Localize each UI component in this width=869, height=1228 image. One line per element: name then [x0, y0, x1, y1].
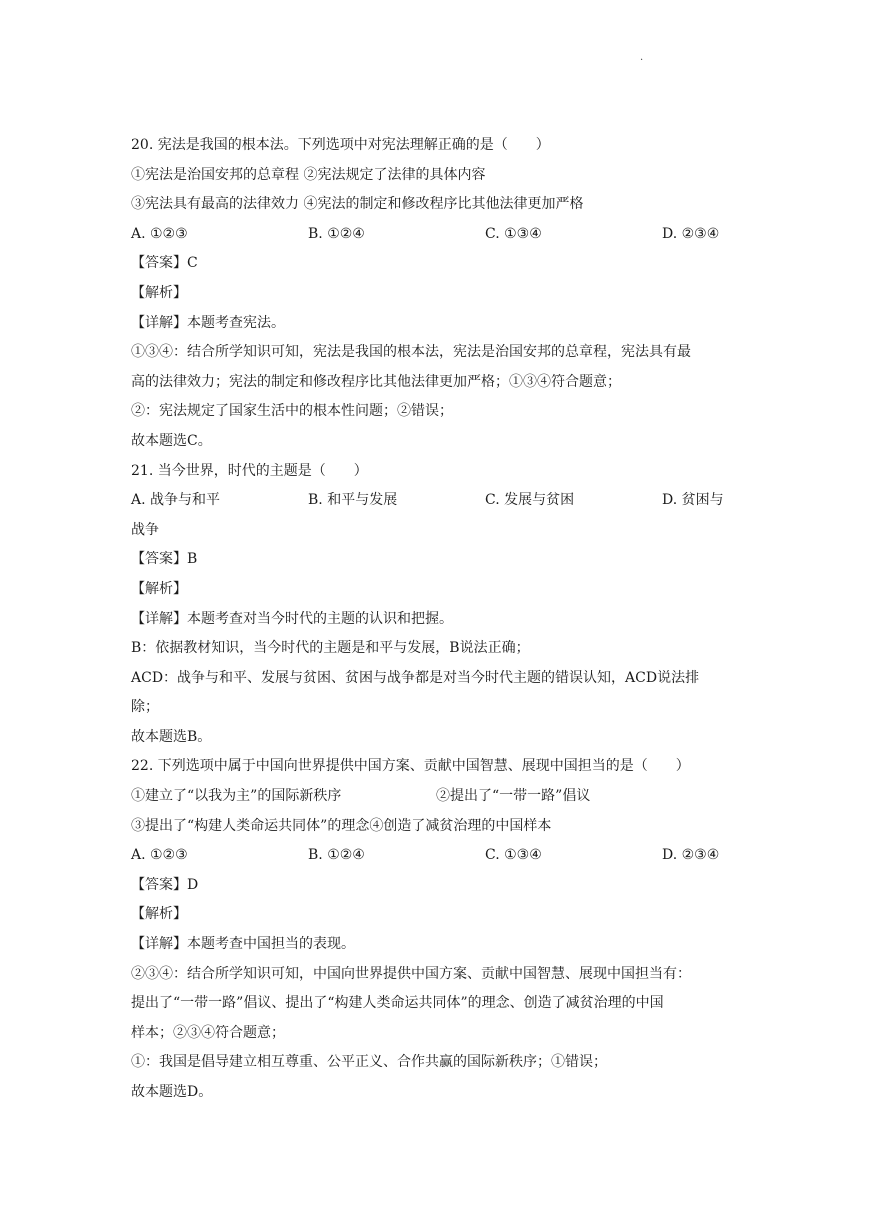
q20-detail: 【详解】本题考查宪法。	[131, 314, 285, 331]
q22-stem: 22. 下列选项中属于中国向世界提供中国方案、贡献中国智慧、展现中国担当的是（ ）	[131, 758, 690, 775]
q22-option-d: D. ②③④	[662, 847, 720, 864]
q20-option-d: D. ②③④	[662, 225, 720, 242]
q21-option-d-wrap: 战争	[131, 521, 159, 538]
page-content	[131, 131, 741, 1108]
q22-detail: 【详解】本题考查中国担当的表现。	[131, 936, 355, 953]
q20-analysis-heading: 【解析】	[131, 284, 187, 301]
q21-explanation-3: 除；	[131, 699, 159, 716]
header-mark: .	[640, 52, 644, 63]
q22-options	[131, 841, 741, 871]
q22-conclusion: 故本题选D。	[131, 1084, 213, 1100]
q20-explanation-2: 高的法律效力；宪法的制定和修改程序比其他法律更加严格；①③④符合题意；	[131, 373, 621, 390]
q20-options	[131, 220, 741, 250]
q21-options	[131, 486, 741, 516]
q22-explanation-3: 样本；②③④符合题意；	[131, 1024, 285, 1041]
q22-item-1: ①建立了“以我为主”的国际新秩序	[131, 788, 342, 805]
q22-explanation-2: 提出了“一带一路”倡议、提出了“构建人类命运共同体”的理念、创造了减贫治理的中国	[131, 995, 664, 1012]
q22-explanation-1: ②③④：结合所学知识可知，中国向世界提供中国方案、贡献中国智慧、展现中国担当有：	[131, 965, 691, 982]
q21-option-a: A. 战争与和平	[131, 492, 221, 509]
q22-items-line2: ③提出了“构建人类命运共同体”的理念④创造了减贫治理的中国样本	[131, 817, 552, 834]
q21-option-c: C. 发展与贫困	[485, 492, 575, 509]
q21-detail: 【详解】本题考查对当今时代的主题的认识和把握。	[131, 610, 453, 627]
q21-answer: 【答案】B	[131, 551, 198, 568]
q20-items-line1: ①宪法是治国安邦的总章程 ②宪法规定了法律的具体内容	[131, 166, 486, 183]
q21-stem: 21. 当今世界，时代的主题是（ ）	[131, 462, 368, 479]
q20-answer: 【答案】C	[131, 255, 198, 272]
q21-option-b: B. 和平与发展	[308, 492, 398, 509]
q21-conclusion: 故本题选B。	[131, 728, 212, 745]
q22-option-b: B. ①②④	[308, 847, 365, 864]
q22-answer: 【答案】D	[131, 876, 199, 893]
q22-option-c: C. ①③④	[485, 847, 542, 864]
q20-option-a: A. ①②③	[131, 225, 188, 242]
q22-item-2: ②提出了“一带一路”倡议	[436, 788, 591, 805]
q21-analysis-heading: 【解析】	[131, 580, 187, 597]
q20-items-line2: ③宪法具有最高的法律效力 ④宪法的制定和修改程序比其他法律更加严格	[131, 196, 584, 213]
q20-option-b: B. ①②④	[308, 225, 365, 242]
q22-explanation-4: ①：我国是倡导建立相互尊重、公平正义、合作共赢的国际新秩序；①错误；	[131, 1054, 607, 1071]
q20-stem: 20. 宪法是我国的根本法。下列选项中对宪法理解正确的是（ ）	[131, 137, 550, 153]
q20-explanation-3: ②：宪法规定了国家生活中的根本性问题；②错误；	[131, 403, 453, 420]
q21-explanation-1: B：依据教材知识，当今时代的主题是和平与发展，B说法正确；	[131, 640, 530, 657]
q22-option-a: A. ①②③	[131, 847, 188, 864]
q21-option-d: D. 贫困与	[662, 492, 724, 509]
q20-option-c: C. ①③④	[485, 225, 542, 242]
q22-items-line1	[131, 782, 741, 812]
q20-explanation-1: ①③④：结合所学知识可知，宪法是我国的根本法，宪法是治国安邦的总章程，宪法具有最	[131, 344, 691, 361]
q20-conclusion: 故本题选C。	[131, 432, 212, 449]
q21-explanation-2: ACD：战争与和平、发展与贫困、贫困与战争都是对当今时代主题的错误认知，ACD说法排	[131, 669, 700, 686]
q22-analysis-heading: 【解析】	[131, 906, 187, 923]
